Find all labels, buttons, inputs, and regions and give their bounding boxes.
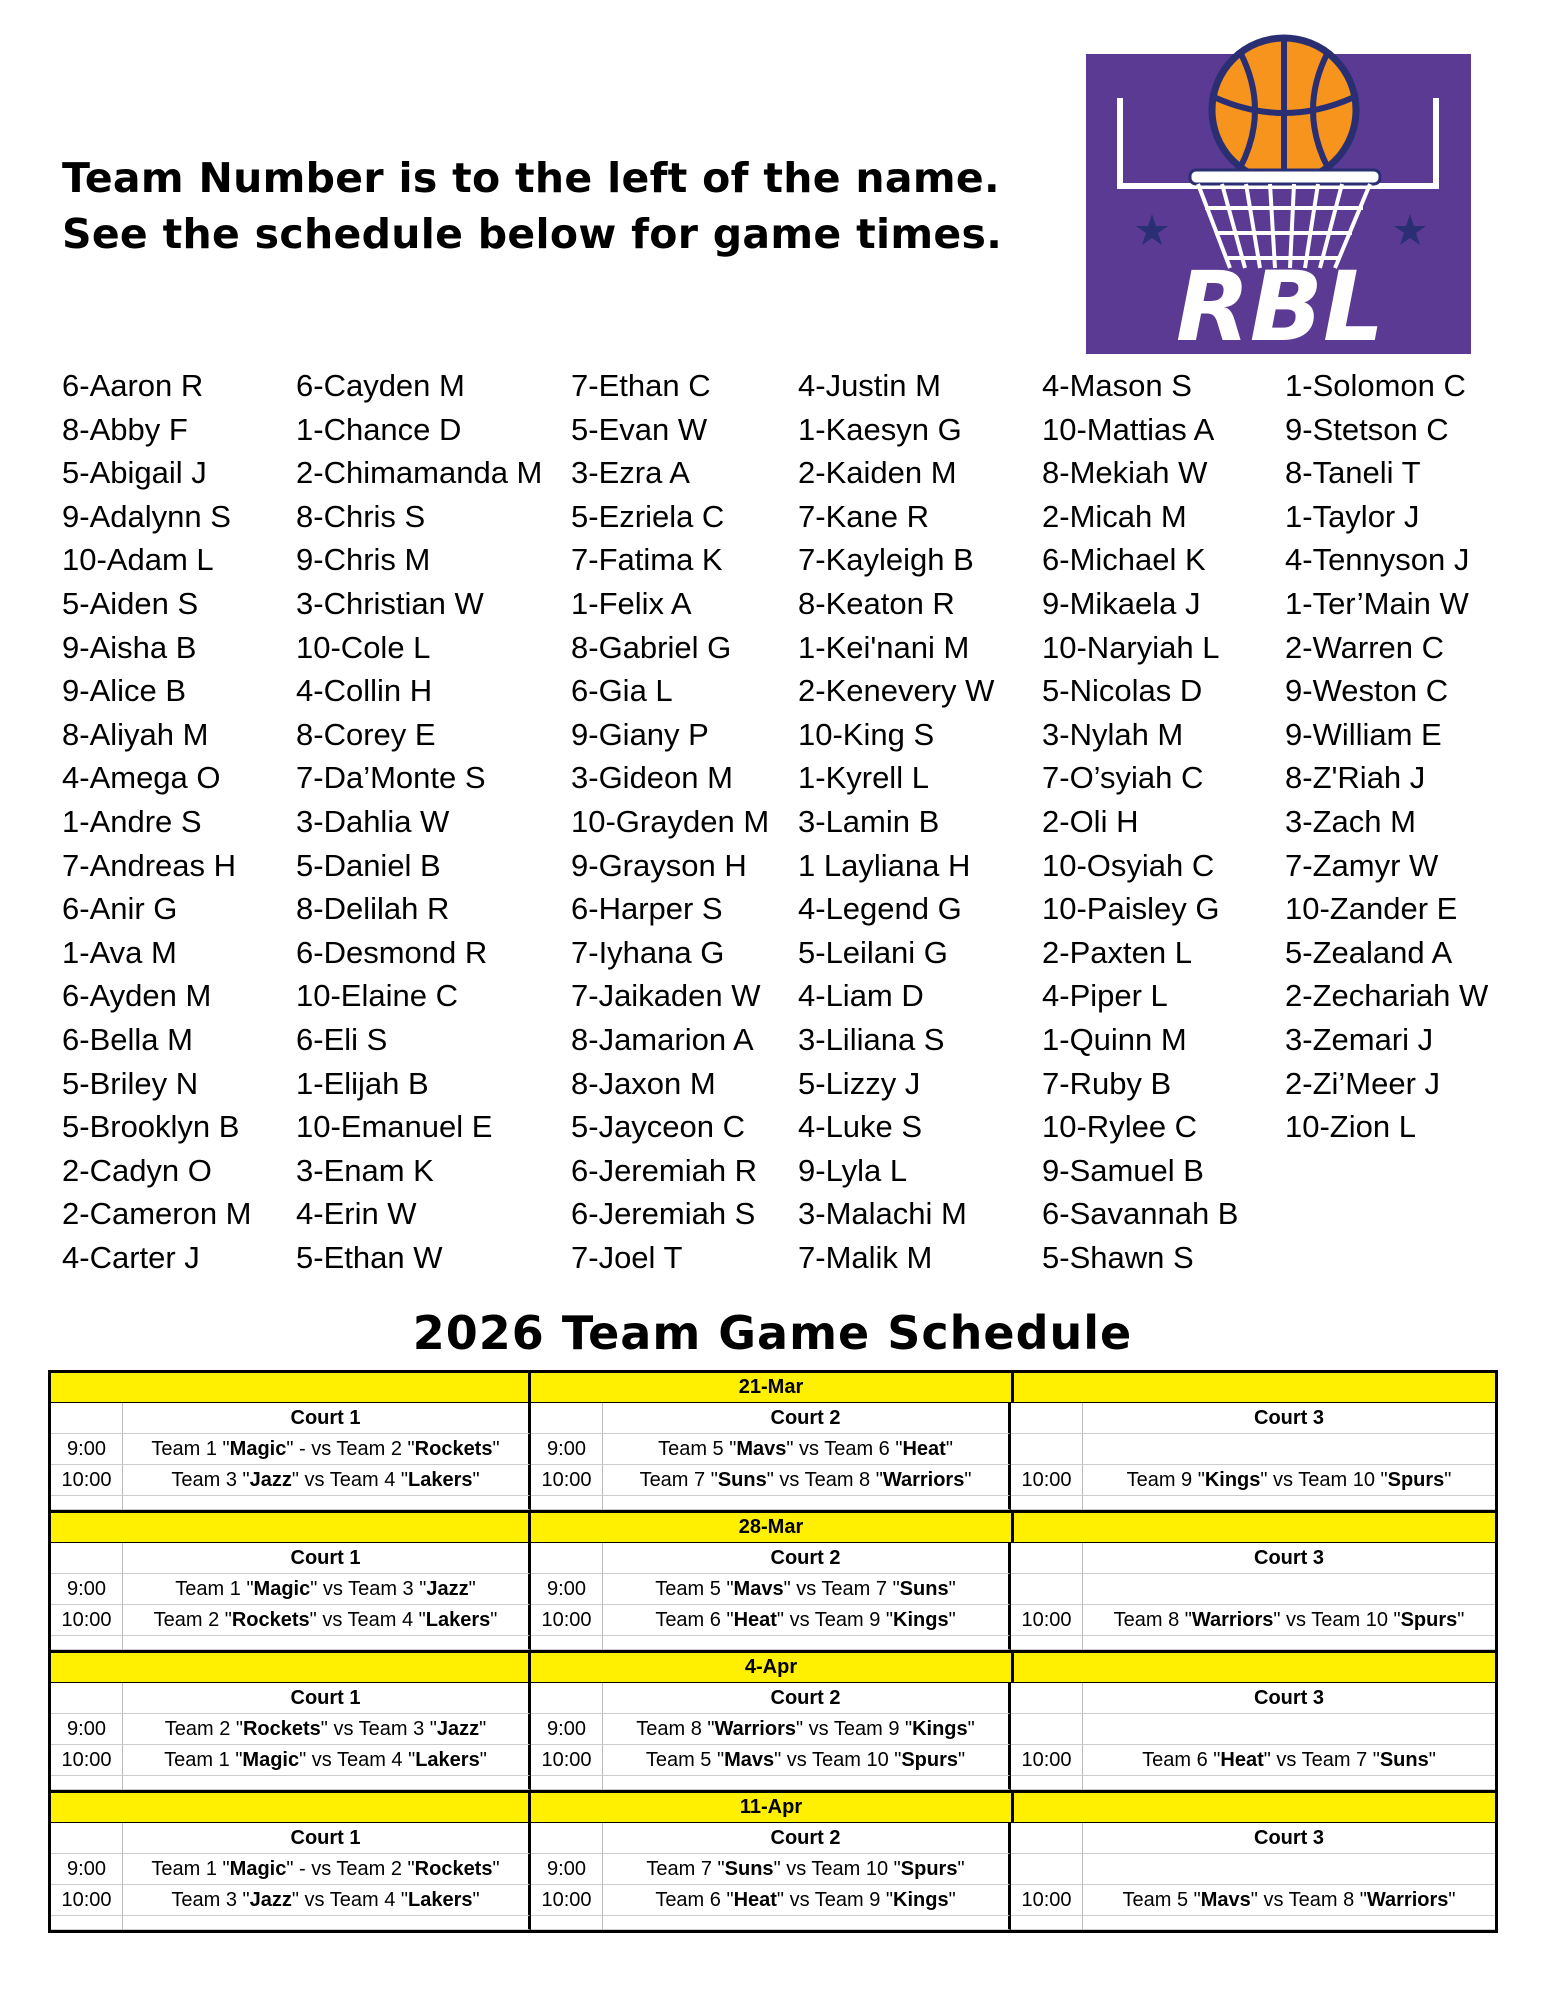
roster-entry: 10-Mattias A (1042, 411, 1215, 447)
roster-column-2 (296, 364, 542, 1279)
game-time (1011, 1434, 1083, 1465)
roster-entry: 2-Micah M (1042, 498, 1187, 534)
roster-entry: 1-Ava M (62, 934, 177, 970)
roster-entry: 10-Emanuel E (296, 1109, 493, 1145)
game-time: 10:00 (531, 1605, 603, 1636)
game-matchup: Team 1 " Magic " vs Team 3 " Jazz " (123, 1574, 531, 1605)
roster-entry: 3-Dahlia W (296, 803, 450, 839)
roster-entry: 2-Kenevery W (798, 673, 995, 709)
spacer (51, 1776, 123, 1790)
spacer (51, 1496, 123, 1510)
court-1-header: Court 1 (123, 1403, 531, 1434)
roster-entry: 1-Ter’Main W (1285, 585, 1469, 621)
roster-entry: 9-Alice B (62, 673, 187, 709)
schedule-week-block (51, 1653, 1495, 1793)
spacer (1011, 1776, 1083, 1790)
roster-entry: 8-Z'Riah J (1285, 760, 1426, 796)
roster-entry: 2-Zechariah W (1285, 978, 1489, 1014)
roster-entry: 4-Amega O (62, 760, 221, 796)
roster-entry: 2-Paxten L (1042, 934, 1192, 970)
spacer (603, 1496, 1011, 1510)
roster-entry: 1-Kaesyn G (798, 411, 962, 447)
roster-entry: 10-Zion L (1285, 1109, 1416, 1145)
roster-entry: 4-Piper L (1042, 978, 1168, 1014)
game-matchup: Team 6 " Heat " vs Team 9 " Kings " (603, 1885, 1011, 1916)
game-time: 9:00 (51, 1434, 123, 1465)
roster-entry: 9-Aisha B (62, 629, 197, 665)
court-3-header: Court 3 (1083, 1403, 1495, 1434)
roster-entry: 2-Cameron M (62, 1196, 252, 1232)
roster-entry: 7-Zamyr W (1285, 847, 1439, 883)
roster-entry: 5-Aiden S (62, 585, 199, 621)
roster-entry: 10-Adam L (62, 542, 214, 578)
roster-entry: 1-Kei'nani M (798, 629, 970, 665)
game-time: 9:00 (531, 1574, 603, 1605)
roster-entry: 1 Layliana H (798, 847, 971, 883)
roster-entry: 3-Malachi M (798, 1196, 967, 1232)
roster-entry: 5-Daniel B (296, 847, 441, 883)
date-spacer-left (51, 1793, 531, 1822)
date-spacer-right (1014, 1793, 1495, 1822)
roster-entry: 8-Aliyah M (62, 716, 209, 752)
roster-entry: 5-Jayceon C (571, 1109, 746, 1145)
schedule-date: 28-Mar (531, 1513, 1014, 1542)
schedule-title: 2026 Team Game Schedule (412, 1306, 1133, 1360)
date-spacer-left (51, 1373, 531, 1402)
roster-entry: 7-Malik M (798, 1239, 933, 1275)
roster-entry: 5-Zealand A (1285, 934, 1453, 970)
time-header (531, 1683, 603, 1714)
roster-entry: 10-King S (798, 716, 935, 752)
date-spacer-right (1014, 1653, 1495, 1682)
rbl-logo (1080, 28, 1480, 358)
roster-entry: 10-Naryiah L (1042, 629, 1220, 665)
spacer (123, 1496, 531, 1510)
roster-entry: 8-Delilah R (296, 891, 450, 927)
roster-entry: 7-Kane R (798, 498, 929, 534)
roster-entry: 2-Oli H (1042, 803, 1139, 839)
date-spacer-left (51, 1653, 531, 1682)
game-matchup (1083, 1714, 1495, 1745)
roster-entry: 5-Leilani G (798, 934, 948, 970)
game-matchup: Team 5 " Mavs " vs Team 8 " Warriors " (1083, 1885, 1495, 1916)
schedule-date: 21-Mar (531, 1373, 1014, 1402)
roster-entry: 8-Mekiah W (1042, 455, 1208, 491)
spacer (1011, 1636, 1083, 1650)
game-time: 10:00 (1011, 1465, 1083, 1496)
game-matchup: Team 7 " Suns " vs Team 8 " Warriors " (603, 1465, 1011, 1496)
roster-entry: 8-Chris S (296, 498, 426, 534)
roster-entry: 9-Stetson C (1285, 411, 1449, 447)
roster-column-3 (571, 364, 769, 1279)
roster-entry: 8-Abby F (62, 411, 188, 447)
roster-entry: 6-Harper S (571, 891, 723, 927)
game-time: 10:00 (1011, 1745, 1083, 1776)
roster-entry: 8-Taneli T (1285, 455, 1421, 491)
roster-entry: 5-Ethan W (296, 1239, 443, 1275)
roster-column-5 (1042, 364, 1238, 1279)
roster-entry: 9-Adalynn S (62, 498, 231, 534)
game-matchup: Team 3 " Jazz " vs Team 4 " Lakers " (123, 1465, 531, 1496)
game-matchup: Team 5 " Mavs " vs Team 7 " Suns " (603, 1574, 1011, 1605)
roster-entry: 4-Carter J (62, 1239, 200, 1275)
spacer (1083, 1776, 1495, 1790)
roster-entry: 7-Joel T (571, 1239, 683, 1275)
roster-entry: 4-Tennyson J (1285, 542, 1470, 578)
roster-entry: 3-Nylah M (1042, 716, 1184, 752)
spacer (51, 1636, 123, 1650)
roster-entry: 5-Shawn S (1042, 1239, 1194, 1275)
game-matchup: Team 1 " Magic " - vs Team 2 " Rockets " (123, 1434, 531, 1465)
date-spacer-right (1014, 1513, 1495, 1542)
roster-entry: 10-Osyiah C (1042, 847, 1215, 883)
roster-entry: 4-Erin W (296, 1196, 417, 1232)
roster-entry: 3-Liliana S (798, 1021, 945, 1057)
roster-entry: 6-Anir G (62, 891, 178, 927)
roster-column-1 (62, 364, 252, 1279)
date-spacer-left (51, 1513, 531, 1542)
roster-entry: 10-Rylee C (1042, 1109, 1198, 1145)
spacer (123, 1636, 531, 1650)
roster-entry: 7-Ethan C (571, 368, 711, 403)
game-time: 10:00 (51, 1465, 123, 1496)
spacer (603, 1636, 1011, 1650)
spacer (603, 1916, 1011, 1930)
roster-entry: 5-Lizzy J (798, 1065, 921, 1101)
intro-line-1: Team Number is to the left of the name. (62, 154, 1000, 202)
game-time: 10:00 (531, 1465, 603, 1496)
roster-entry: 4-Justin M (798, 368, 941, 403)
roster-entry: 6-Savannah B (1042, 1196, 1239, 1232)
game-matchup: Team 5 " Mavs " vs Team 6 " Heat " (603, 1434, 1011, 1465)
game-matchup (1083, 1434, 1495, 1465)
court-1-header: Court 1 (123, 1543, 531, 1574)
roster-entry: 6-Michael K (1042, 542, 1206, 578)
game-matchup: Team 2 " Rockets " vs Team 3 " Jazz " (123, 1714, 531, 1745)
roster-entry: 9-Grayson H (571, 847, 747, 883)
roster-column-4 (798, 364, 994, 1279)
roster-entry: 1-Elijah B (296, 1065, 429, 1101)
game-time (1011, 1854, 1083, 1885)
game-matchup (1083, 1854, 1495, 1885)
roster-entry: 8-Corey E (296, 716, 436, 752)
game-time: 10:00 (1011, 1885, 1083, 1916)
spacer (1083, 1496, 1495, 1510)
spacer (1083, 1916, 1495, 1930)
time-header (1011, 1543, 1083, 1574)
roster-list (0, 364, 1545, 1284)
time-header (51, 1683, 123, 1714)
time-header (1011, 1403, 1083, 1434)
game-matchup: Team 3 " Jazz " vs Team 4 " Lakers " (123, 1885, 531, 1916)
roster-entry: 5-Briley N (62, 1065, 199, 1101)
game-matchup: Team 5 " Mavs " vs Team 10 " Spurs " (603, 1745, 1011, 1776)
roster-entry: 3-Enam K (296, 1152, 434, 1188)
roster-entry: 6-Bella M (62, 1021, 193, 1057)
game-time (1011, 1574, 1083, 1605)
roster-entry: 3-Lamin B (798, 803, 940, 839)
roster-entry: 9-Mikaela J (1042, 585, 1201, 621)
spacer (531, 1636, 603, 1650)
court-3-header: Court 3 (1083, 1683, 1495, 1714)
svg-text:RBL: RBL (1175, 251, 1385, 358)
roster-entry: 2-Zi’Meer J (1285, 1065, 1441, 1101)
roster-entry: 10-Grayden M (571, 803, 770, 839)
court-3-header: Court 3 (1083, 1823, 1495, 1854)
roster-entry: 10-Paisley G (1042, 891, 1220, 927)
roster-entry: 1-Felix A (571, 585, 692, 621)
roster-entry: 7-Ruby B (1042, 1065, 1172, 1101)
roster-entry: 1-Solomon C (1285, 368, 1466, 403)
roster-entry: 9-Weston C (1285, 673, 1449, 709)
roster-entry: 6-Jeremiah S (571, 1196, 756, 1232)
roster-entry: 1-Quinn M (1042, 1021, 1187, 1057)
schedule-date: 4-Apr (531, 1653, 1014, 1682)
time-header (531, 1403, 603, 1434)
court-2-header: Court 2 (603, 1823, 1011, 1854)
time-header (51, 1403, 123, 1434)
schedule-week-block (51, 1793, 1495, 1930)
roster-entry: 1-Andre S (62, 803, 202, 839)
court-3-header: Court 3 (1083, 1543, 1495, 1574)
time-header (51, 1823, 123, 1854)
game-matchup: Team 8 " Warriors " vs Team 10 " Spurs " (1083, 1605, 1495, 1636)
roster-entry: 10-Zander E (1285, 891, 1458, 927)
roster-entry: 5-Nicolas D (1042, 673, 1203, 709)
game-matchup (1083, 1574, 1495, 1605)
time-header (531, 1543, 603, 1574)
game-matchup: Team 1 " Magic " vs Team 4 " Lakers " (123, 1745, 531, 1776)
game-matchup: Team 2 " Rockets " vs Team 4 " Lakers " (123, 1605, 531, 1636)
roster-entry: 2-Chimamanda M (296, 455, 543, 491)
game-time: 9:00 (531, 1714, 603, 1745)
roster-entry: 4-Luke S (798, 1109, 923, 1145)
roster-entry: 8-Keaton R (798, 585, 955, 621)
roster-entry: 4-Collin H (296, 673, 433, 709)
game-matchup: Team 8 " Warriors " vs Team 9 " Kings " (603, 1714, 1011, 1745)
roster-entry: 10-Cole L (296, 629, 431, 665)
roster-entry: 10-Elaine C (296, 978, 458, 1014)
roster-entry: 4-Liam D (798, 978, 924, 1014)
spacer (1011, 1916, 1083, 1930)
roster-entry: 5-Ezriela C (571, 498, 725, 534)
spacer (51, 1916, 123, 1930)
roster-entry: 2-Kaiden M (798, 455, 957, 491)
roster-entry: 3-Gideon M (571, 760, 733, 796)
roster-entry: 9-Chris M (296, 542, 431, 578)
roster-entry: 6-Desmond R (296, 934, 488, 970)
roster-entry: 8-Jaxon M (571, 1065, 716, 1101)
schedule-date: 11-Apr (531, 1793, 1014, 1822)
game-matchup: Team 6 " Heat " vs Team 7 " Suns " (1083, 1745, 1495, 1776)
spacer (531, 1916, 603, 1930)
game-matchup: Team 9 " Kings " vs Team 10 " Spurs " (1083, 1465, 1495, 1496)
roster-entry: 6-Gia L (571, 673, 673, 709)
roster-entry: 8-Jamarion A (571, 1021, 754, 1057)
date-spacer-right (1014, 1373, 1495, 1402)
roster-entry: 7-Kayleigh B (798, 542, 974, 578)
game-time: 10:00 (51, 1885, 123, 1916)
time-header (1011, 1683, 1083, 1714)
spacer (531, 1776, 603, 1790)
court-2-header: Court 2 (603, 1403, 1011, 1434)
roster-entry: 8-Gabriel G (571, 629, 732, 665)
game-time: 9:00 (51, 1574, 123, 1605)
game-time: 10:00 (51, 1605, 123, 1636)
roster-column-6 (1285, 364, 1488, 1149)
roster-entry: 5-Evan W (571, 411, 708, 447)
roster-entry: 9-Lyla L (798, 1152, 908, 1188)
game-time: 9:00 (51, 1714, 123, 1745)
court-2-header: Court 2 (603, 1683, 1011, 1714)
roster-entry: 3-Zemari J (1285, 1021, 1434, 1057)
spacer (1083, 1636, 1495, 1650)
roster-entry: 4-Mason S (1042, 368, 1192, 403)
game-time: 10:00 (531, 1745, 603, 1776)
court-1-header: Court 1 (123, 1683, 531, 1714)
intro-text (62, 150, 1072, 262)
roster-entry: 9-Samuel B (1042, 1152, 1204, 1188)
roster-entry: 7-Iyhana G (571, 934, 725, 970)
schedule-table (48, 1370, 1498, 1933)
game-time: 10:00 (531, 1885, 603, 1916)
game-matchup: Team 7 " Suns " vs Team 10 " Spurs " (603, 1854, 1011, 1885)
time-header (531, 1823, 603, 1854)
game-time (1011, 1714, 1083, 1745)
court-1-header: Court 1 (123, 1823, 531, 1854)
roster-entry: 5-Abigail J (62, 455, 207, 491)
roster-entry: 3-Zach M (1285, 803, 1416, 839)
roster-entry: 6-Eli S (296, 1021, 388, 1057)
schedule-week-block (51, 1373, 1495, 1513)
roster-entry: 7-Andreas H (62, 847, 237, 883)
game-time: 10:00 (51, 1745, 123, 1776)
roster-entry: 4-Legend G (798, 891, 962, 927)
roster-entry: 3-Christian W (296, 585, 484, 621)
schedule-week-block (51, 1513, 1495, 1653)
intro-line-2: See the schedule below for game times. (62, 210, 1003, 258)
roster-entry: 7-Da’Monte S (296, 760, 486, 796)
spacer (1011, 1496, 1083, 1510)
game-time: 9:00 (531, 1854, 603, 1885)
spacer (123, 1776, 531, 1790)
roster-entry: 7-O’syiah C (1042, 760, 1204, 796)
time-header (51, 1543, 123, 1574)
roster-entry: 9-Giany P (571, 716, 709, 752)
roster-entry: 7-Fatima K (571, 542, 723, 578)
roster-entry: 6-Jeremiah R (571, 1152, 758, 1188)
spacer (123, 1916, 531, 1930)
game-time: 10:00 (1011, 1605, 1083, 1636)
roster-entry: 5-Brooklyn B (62, 1109, 240, 1145)
roster-entry: 6-Aaron R (62, 368, 204, 403)
roster-entry: 2-Cadyn O (62, 1152, 212, 1188)
roster-entry: 3-Ezra A (571, 455, 690, 491)
roster-entry: 9-William E (1285, 716, 1442, 752)
time-header (1011, 1823, 1083, 1854)
spacer (603, 1776, 1011, 1790)
roster-entry: 6-Ayden M (62, 978, 212, 1014)
game-time: 9:00 (531, 1434, 603, 1465)
game-matchup: Team 1 " Magic " - vs Team 2 " Rockets " (123, 1854, 531, 1885)
spacer (531, 1496, 603, 1510)
roster-entry: 1-Taylor J (1285, 498, 1420, 534)
roster-entry: 1-Chance D (296, 411, 462, 447)
roster-entry: 1-Kyrell L (798, 760, 929, 796)
roster-entry: 2-Warren C (1285, 629, 1445, 665)
court-2-header: Court 2 (603, 1543, 1011, 1574)
roster-entry: 7-Jaikaden W (571, 978, 761, 1014)
game-matchup: Team 6 " Heat " vs Team 9 " Kings " (603, 1605, 1011, 1636)
roster-entry: 6-Cayden M (296, 368, 465, 403)
game-time: 9:00 (51, 1854, 123, 1885)
